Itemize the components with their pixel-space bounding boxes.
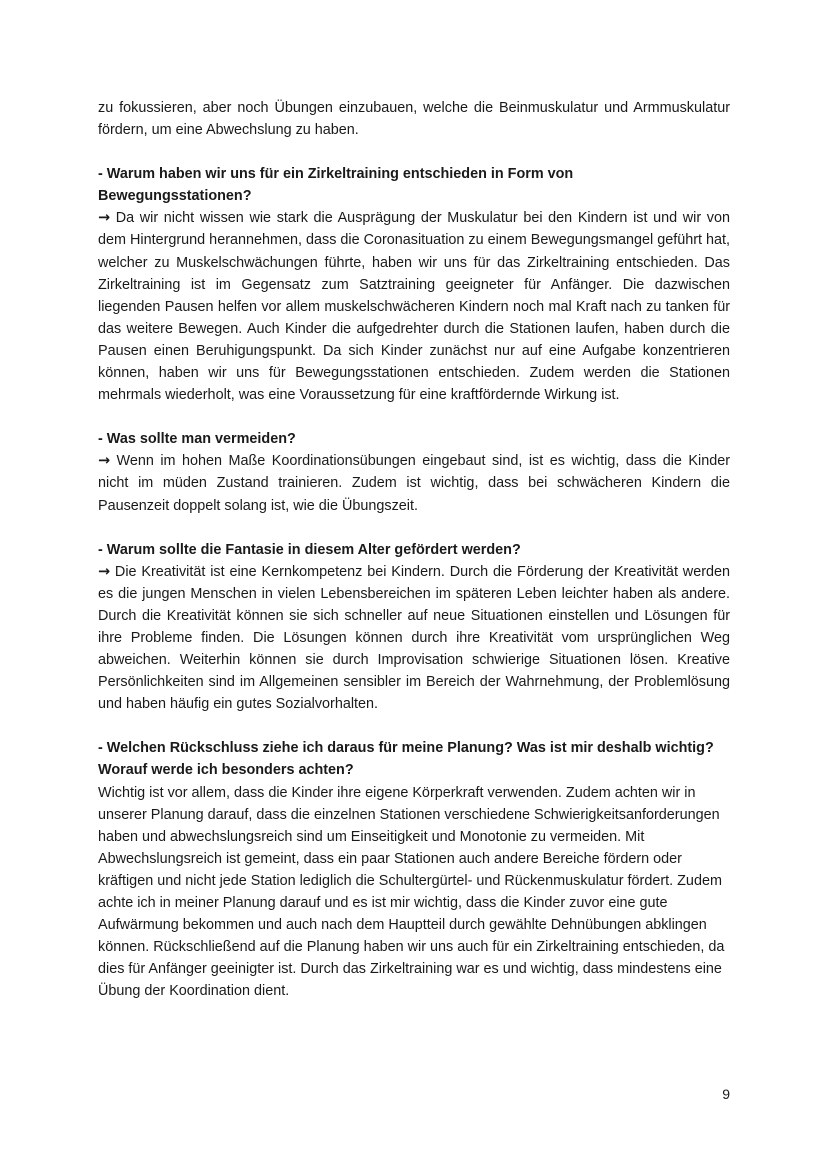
question-heading-2: - Was sollte man vermeiden?	[98, 431, 296, 448]
answer-paragraph-1	[98, 207, 730, 406]
question-heading-1: - Warum haben wir uns für ein Zirkeltraining entschieden in Form von Bewegungsstationen?	[98, 166, 574, 205]
page-number: 9	[722, 1086, 730, 1102]
question-heading-3: - Warum sollte die Fantasie in diesem Alter gefördert werden?	[98, 541, 521, 558]
spacer	[98, 715, 730, 737]
final-answer-paragraph: Wichtig ist vor allem, dass die Kinder ihre eigene Körperkraft verwenden. Zudem achten wir in unserer Planung darauf, dass die einzelnen Stationen verschiedene Schwierigkeitsanforderungen haben und abwechslungsreich sind um Einseitigkeit und Monotonie zu vermeiden. Mit Abwechslungsreich ist gemeint, dass ein paar Stationen auch andere Bereiche fördern oder kräftigen und nicht jede Station lediglich die Schultergürtel- und Rückenmuskulatur fördert. Zudem achte ich in meiner Planung darauf und es ist mir wichtig, dass die Kinder zuvor eine gute Aufwärmung bekommen und auch nach dem Hauptteil durch gewählte Dehnübungen abklingen können. Rückschließend auf die Planung haben wir uns auch für ein Zirkeltraining entschieden, da dies für Anfänger geeinigter ist. Durch das Zirkeltraining war es und wichtig, dass mindestens eine Übung der Koordination dient.	[98, 784, 725, 1000]
answer-text-1: Da wir nicht wissen wie stark die Ausprägung der Muskulatur bei den Kindern ist und wir von dem Hintergrund herannehmen, dass die Coronasituation zu einem Bewegungsmangel geführt hat, welcher zu Muskelschwächungen führte, haben wir uns für das Zirkeltraining entschieden. Das Zirkeltraining ist im Gegensatz zum Satztraining geeigneter für Anfänger. Die dazwischen liegenden Pausen helfen vor allem muskelschwächeren Kindern noch mal Kraft nach zu tanken für das weitere Bewegen. Auch Kinder die aufgedrehter durch die Stationen laufen, haben durch die Pausen einen Beruhigungspunkt. Da sich Kinder zunächst nur auf eine Aufgabe konzentrieren können, haben wir uns für Bewegungsstationen entschieden. Zudem werden die Stationen mehrmals wiederholt, was eine Voraussetzung für eine kraftfördernde Wirkung ist.	[98, 210, 730, 404]
arrow-right-icon: →	[98, 563, 111, 580]
answer-paragraph-2	[98, 450, 730, 516]
intro-paragraph: zu fokussieren, aber noch Übungen einzubauen, welche die Beinmuskulatur und Armmuskulatur fördern, um eine Abwechslung zu haben.	[98, 100, 730, 139]
spacer	[98, 141, 730, 163]
document-page	[98, 97, 730, 1002]
arrow-right-icon: →	[98, 210, 111, 227]
answer-text-3: Die Kreativität ist eine Kernkompetenz bei Kindern. Durch die Förderung der Kreativität werden es die jungen Menschen in vielen Lebensbereichen im späteren Leben leichter haben als andere. Durch die Kreativität können sie sich schneller auf neue Situationen einstellen und Lösungen für ihre Probleme finden. Die Lösungen können durch ihre Kreativität vom ursprünglichen Weg abweichen. Weiterhin können sie durch Improvisation schwierige Situationen lösen. Kreative Persönlichkeiten sind im Allgemeinen sensibler im Bereich der Wahrnehmung, der Problemlösung und haben häufig ein gutes Sozialvorhalten.	[98, 563, 730, 713]
spacer	[98, 517, 730, 539]
spacer	[98, 406, 730, 428]
final-question-heading-line-2: Worauf werde ich besonders achten?	[98, 762, 354, 779]
arrow-right-icon: →	[98, 453, 111, 470]
answer-text-2: Wenn im hohen Maße Koordinationsübungen eingebaut sind, ist es wichtig, dass die Kinder nicht im müden Zustand trainieren. Zudem ist wichtig, dass bei schwächeren Kindern die Pausenzeit doppelt solang ist, wie die Übungszeit.	[98, 453, 730, 514]
answer-paragraph-3	[98, 561, 730, 716]
final-question-heading-line-1: - Welchen Rückschluss ziehe ich daraus für meine Planung? Was ist mir deshalb wichtig?	[98, 740, 714, 757]
